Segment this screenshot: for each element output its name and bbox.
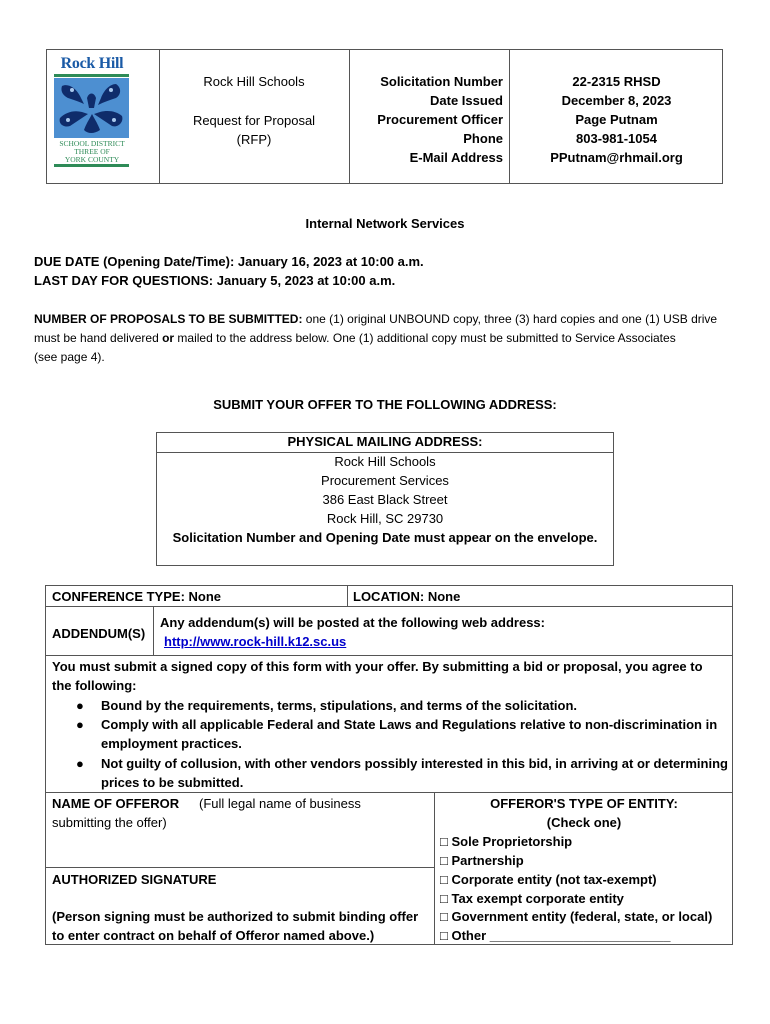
org-name: Rock Hill Schools — [203, 74, 305, 89]
signature-note: to enter contract on behalf of Offeror named above.) — [52, 928, 375, 943]
signature-field[interactable] — [47, 889, 432, 907]
solicitation-number-label: Solicitation Number — [380, 74, 503, 89]
due-date: DUE DATE (Opening Date/Time): January 16, 2023 at 10:00 a.m. — [34, 254, 424, 269]
addendum-link[interactable]: http://www.rock-hill.k12.sc.us — [164, 634, 347, 649]
doc-type-abbrev: (RFP) — [236, 132, 272, 147]
addendum-link-wrap — [164, 632, 346, 651]
district-logo — [53, 55, 131, 167]
bullet-text — [101, 715, 731, 753]
offeror-name-note: (Full legal name of business — [199, 796, 361, 811]
entity-option-tax-exempt[interactable] — [440, 889, 624, 908]
proposals-line: (see page 4). — [34, 350, 105, 364]
mailing-address-heading: PHYSICAL MAILING ADDRESS: — [287, 434, 483, 449]
form-divider — [347, 585, 348, 606]
date-issued-label: Date Issued — [430, 93, 503, 108]
envelope-note: Solicitation Number and Opening Date must appear on the envelope. — [172, 530, 598, 545]
address-line: Rock Hill Schools — [334, 454, 436, 469]
bullet-text: Bound by the requirements, terms, stipulations, and terms of the solicitation. — [101, 698, 578, 713]
proposals-or: or — [162, 331, 175, 345]
header-values-column — [510, 72, 723, 167]
agreement-text — [52, 657, 732, 695]
address-line: Procurement Services — [321, 473, 449, 488]
offeror-name-note: submitting the offer) — [52, 815, 167, 830]
logo-bar — [54, 74, 129, 77]
proposals-text: mailed to the address below. One (1) additional copy must be submitted to Service Associates — [174, 331, 676, 345]
last-day-questions: LAST DAY FOR QUESTIONS: January 5, 2023 at 10:00 a.m. — [34, 273, 396, 288]
email-label: E-Mail Address — [409, 150, 503, 165]
solicitation-number-value: 22-2315 RHSD — [572, 74, 661, 89]
address-line: 386 East Black Street — [322, 492, 448, 507]
procurement-officer-label: Procurement Officer — [377, 112, 503, 127]
hands-icon — [54, 78, 129, 138]
form-divider — [45, 792, 733, 793]
offeror-name-label: NAME OF OFFEROR — [52, 796, 180, 811]
proposals-text: must be hand delivered — [34, 331, 163, 345]
bullet-line: employment practices. — [101, 736, 242, 751]
agreement-line: You must submit a signed copy of this form with your offer. By submitting a bid or proposal, you agree to — [52, 659, 703, 674]
mailing-address-box — [156, 432, 614, 566]
proposals-label: NUMBER OF PROPOSALS TO BE SUBMITTED: — [34, 312, 303, 326]
form-divider — [45, 655, 733, 656]
entity-heading: OFFEROR'S TYPE OF ENTITY: — [490, 796, 678, 811]
agreement-line: the following: — [52, 678, 137, 693]
entity-option-corporate[interactable] — [440, 870, 657, 889]
entity-subheading: (Check one) — [546, 815, 622, 830]
bullet-line: Comply with all applicable Federal and State Laws and Regulations relative to non-discrimination in — [101, 717, 718, 732]
phone-value: 803-981-1054 — [576, 131, 657, 146]
entity-option-label: Corporate entity (not tax-exempt) — [451, 872, 657, 887]
entity-option-label: Other _________________________ — [451, 928, 671, 943]
logo-district-line: SCHOOL DISTRICT — [59, 139, 125, 148]
logo-brand: Rock Hill — [60, 55, 124, 72]
entity-option-label: Government entity (federal, state, or local) — [451, 909, 713, 924]
bullet-line: prices to be submitted. — [101, 775, 244, 790]
checkbox-icon[interactable]: □ — [440, 909, 448, 924]
checkbox-icon[interactable]: □ — [440, 891, 448, 906]
checkbox-icon[interactable]: □ — [440, 834, 448, 849]
doc-type: Request for Proposal — [192, 113, 316, 128]
entity-option-label: Sole Proprietorship — [451, 834, 573, 849]
checkbox-icon[interactable]: □ — [440, 853, 448, 868]
logo-district-line: YORK COUNTY — [64, 155, 120, 164]
document-title: Internal Network Services — [305, 216, 465, 231]
entity-option-partnership[interactable] — [440, 851, 524, 870]
logo-district — [53, 140, 131, 164]
location: LOCATION: None — [353, 589, 461, 604]
entity-option-other[interactable] — [440, 926, 671, 945]
logo-bar — [54, 164, 129, 167]
proposals-line — [34, 329, 734, 348]
bullet-line: Not guilty of collusion, with other vendors possibly interested in this bid, in arriving at or determining — [101, 756, 728, 771]
entity-option-sole-proprietorship[interactable] — [440, 832, 572, 851]
offeror-name-field[interactable] — [47, 833, 432, 865]
logo-district-line: THREE OF — [74, 147, 110, 156]
signature-label: AUTHORIZED SIGNATURE — [52, 872, 217, 887]
header-labels-column — [350, 72, 503, 167]
checkbox-icon[interactable]: □ — [440, 928, 448, 943]
bullet-icon: ● — [76, 717, 84, 732]
addendum-text: Any addendum(s) will be posted at the following web address: — [160, 615, 545, 630]
procurement-officer-value: Page Putnam — [575, 112, 658, 127]
email-value[interactable]: PPutnam@rhmail.org — [550, 150, 683, 165]
header-org-column — [160, 72, 348, 149]
address-line: Rock Hill, SC 29730 — [326, 511, 444, 526]
bullet-icon: ● — [76, 756, 84, 771]
proposals-text: one (1) original UNBOUND copy, three (3) hard copies and one (1) USB drive — [302, 312, 718, 326]
signature-note: (Person signing must be authorized to submit binding offer — [52, 909, 419, 924]
bullet-text — [101, 754, 731, 792]
entity-option-government[interactable] — [440, 907, 712, 926]
date-issued-value: December 8, 2023 — [561, 93, 672, 108]
address-divider — [157, 452, 613, 453]
entity-option-label: Tax exempt corporate entity — [451, 891, 624, 906]
conference-type: CONFERENCE TYPE: None — [52, 589, 222, 604]
submit-heading: SUBMIT YOUR OFFER TO THE FOLLOWING ADDRESS: — [213, 397, 557, 412]
entity-option-label: Partnership — [451, 853, 524, 868]
proposals-line — [34, 310, 734, 329]
phone-label: Phone — [463, 131, 503, 146]
form-divider — [153, 606, 154, 655]
bullet-icon: ● — [76, 698, 84, 713]
form-divider — [45, 867, 434, 868]
checkbox-icon[interactable]: □ — [440, 872, 448, 887]
addendum-label: ADDENDUM(S) — [52, 626, 146, 641]
form-divider — [45, 606, 733, 607]
proposals-paragraph — [34, 310, 734, 367]
